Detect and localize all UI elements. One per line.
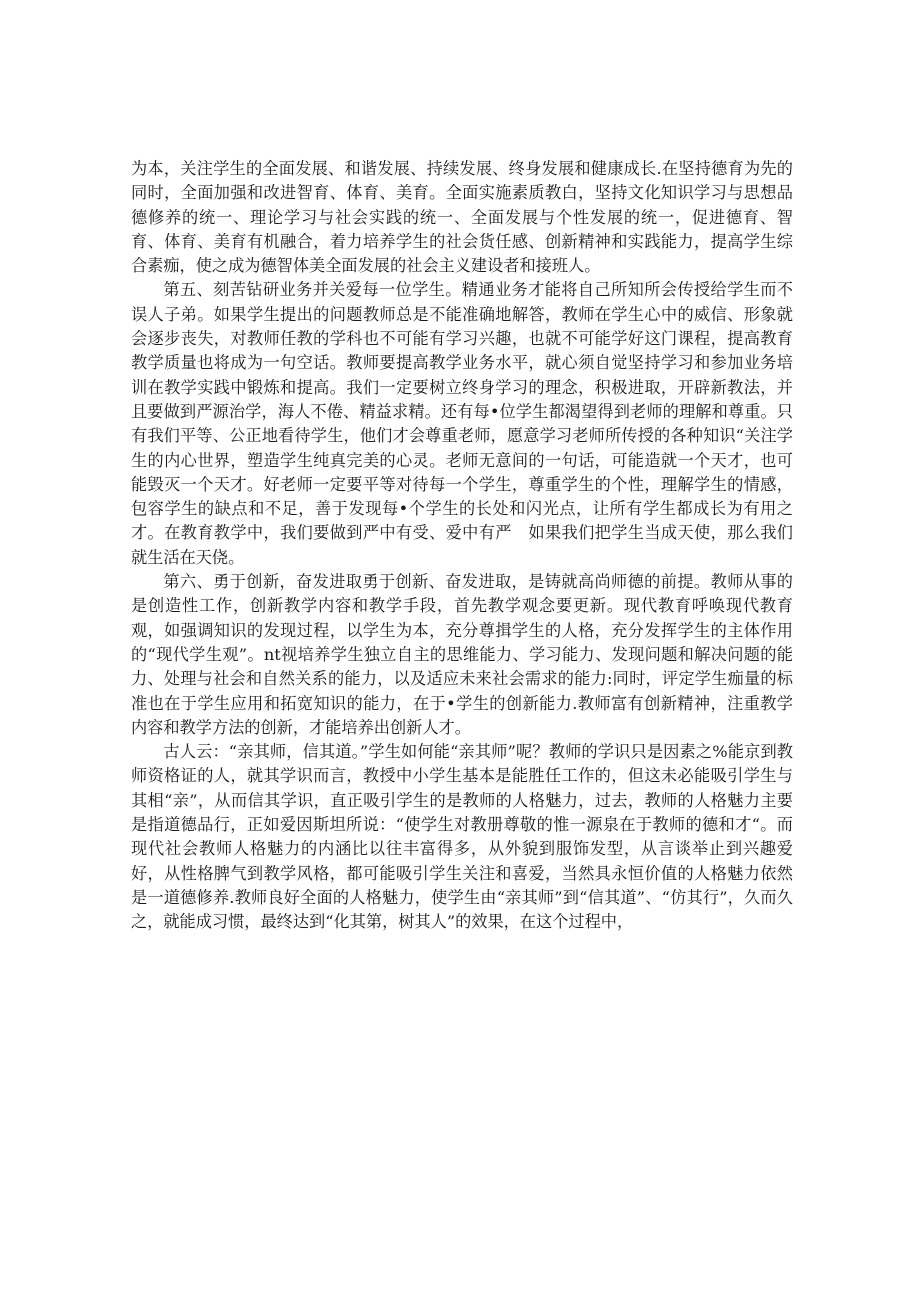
paragraph-3: 第六、勇于创新，奋发进取勇于创新、奋发进取，是铸就高尚师德的前提。教师从事的是创造性工作，创新教学内容和教学手段，首先教学观念要更新。现代教育呼唤现代教育观，如强调知识的发现过程，以学生为本，充分尊揖学生的人格，充分发挥学生的主体作用的“现代学生观”。nt视培养学生独立自主的思维能力、学习能力、发现问题和解决问题的能力、处理与社会和自然关系的能力，以及适应未来社会需求的能力:同时，评定学生痂量的标准也在于学生应用和拓宽知识的能力，在于•学生的创新能力.教师富有创新精神，注重教学内容和教学方法的创新，才能培养出创新人才。: [131, 572, 793, 737]
paragraph-2: 第五、刻苦钻研业务并关爱每一位学生。精通业务才能将自己所知所会传授给学生而不误人子弟。如果学生提出的问题教师总是不能准确地解答，教师在学生心中的威信、形象就会逐步丧失，对教师任教的学科也不可能有学习兴趣，也就不可能学好这门课程，提高教育教学质量也将成为一句空话。教师要提高教学业务水平，就心须自觉坚持学习和参加业务培训在教学实践中锻炼和提高。我们一定要树立终身学习的理念，积极进取，开辟新教法，并且要做到严源治学，海人不倦、精益求精。还有每•位学生都渴望得到老师的理解和尊重。只有我们平等、公正地看待学生，他们才会尊重老师，愿意学习老师所传授的各种知识“关注学生的内心世界，塑造学生纯真完美的心灵。老师无意间的一句话，可能造就一个天才，也可能毁灭一个天才。好老师一定要平等对待每一个学生，尊重学生的个性，理解学生的情感，包容学生的缺点和不足，善于发现每•个学生的长处和闪光点，让所有学生都成长为有用之才。在教育教学中，我们要做到严中有受、爱中有严 如果我们把学生当成天使，那么我们就生活在天侥。: [131, 280, 793, 567]
body-text: [131, 157, 793, 935]
paragraph-4: 古人云：“亲其师，信其道。”学生如何能“亲其师”呢？教师的学识只是因素之%能京到教师资格证的人，就其学识而言，教授中小学生基本是能胜任工作的，但这未必能吸引学生与其相“亲”，从而信其学识，直正吸引学生的是教师的人格魅力，过去，教师的人格魅力主要是指道德品行，正如爱因斯坦所说：“使学生对教册尊敬的惟一源泉在于教师的德和才“。而现代社会教师人格魅力的内涵比以往丰富得多，从外貌到服饰发型，从言谈举止到兴趣爱好，从性格脾气到教学风格，都可能吸引学生关注和喜爱，当然具永恒价值的人格魅力依然是一道德修养.教师良好全面的人格魅力，使学生由“亲其师”到“信其道”、“仿其行”，久而久之，就能成习惯，最终达到“化其第，树其人”的效果，在这个过程中，: [131, 742, 793, 932]
paragraph-1: 为本，关注学生的全面发展、和谐发展、持续发展、终身发展和健康成长.在坚持德育为先的同时，全面加强和改进智育、体育、美育。全面实施素质教白，坚持文化知识学习与思想品德修养的统一、理论学习与社会实践的统一、全面发展与个性发展的统一，促进德育、智育、体育、美育有机融合，着力培养学生的社会货任感、创新精神和实践能力，提高学生综合素痂，使之成为德智体美全面发展的社会主义建设者和接班人。: [131, 159, 793, 276]
